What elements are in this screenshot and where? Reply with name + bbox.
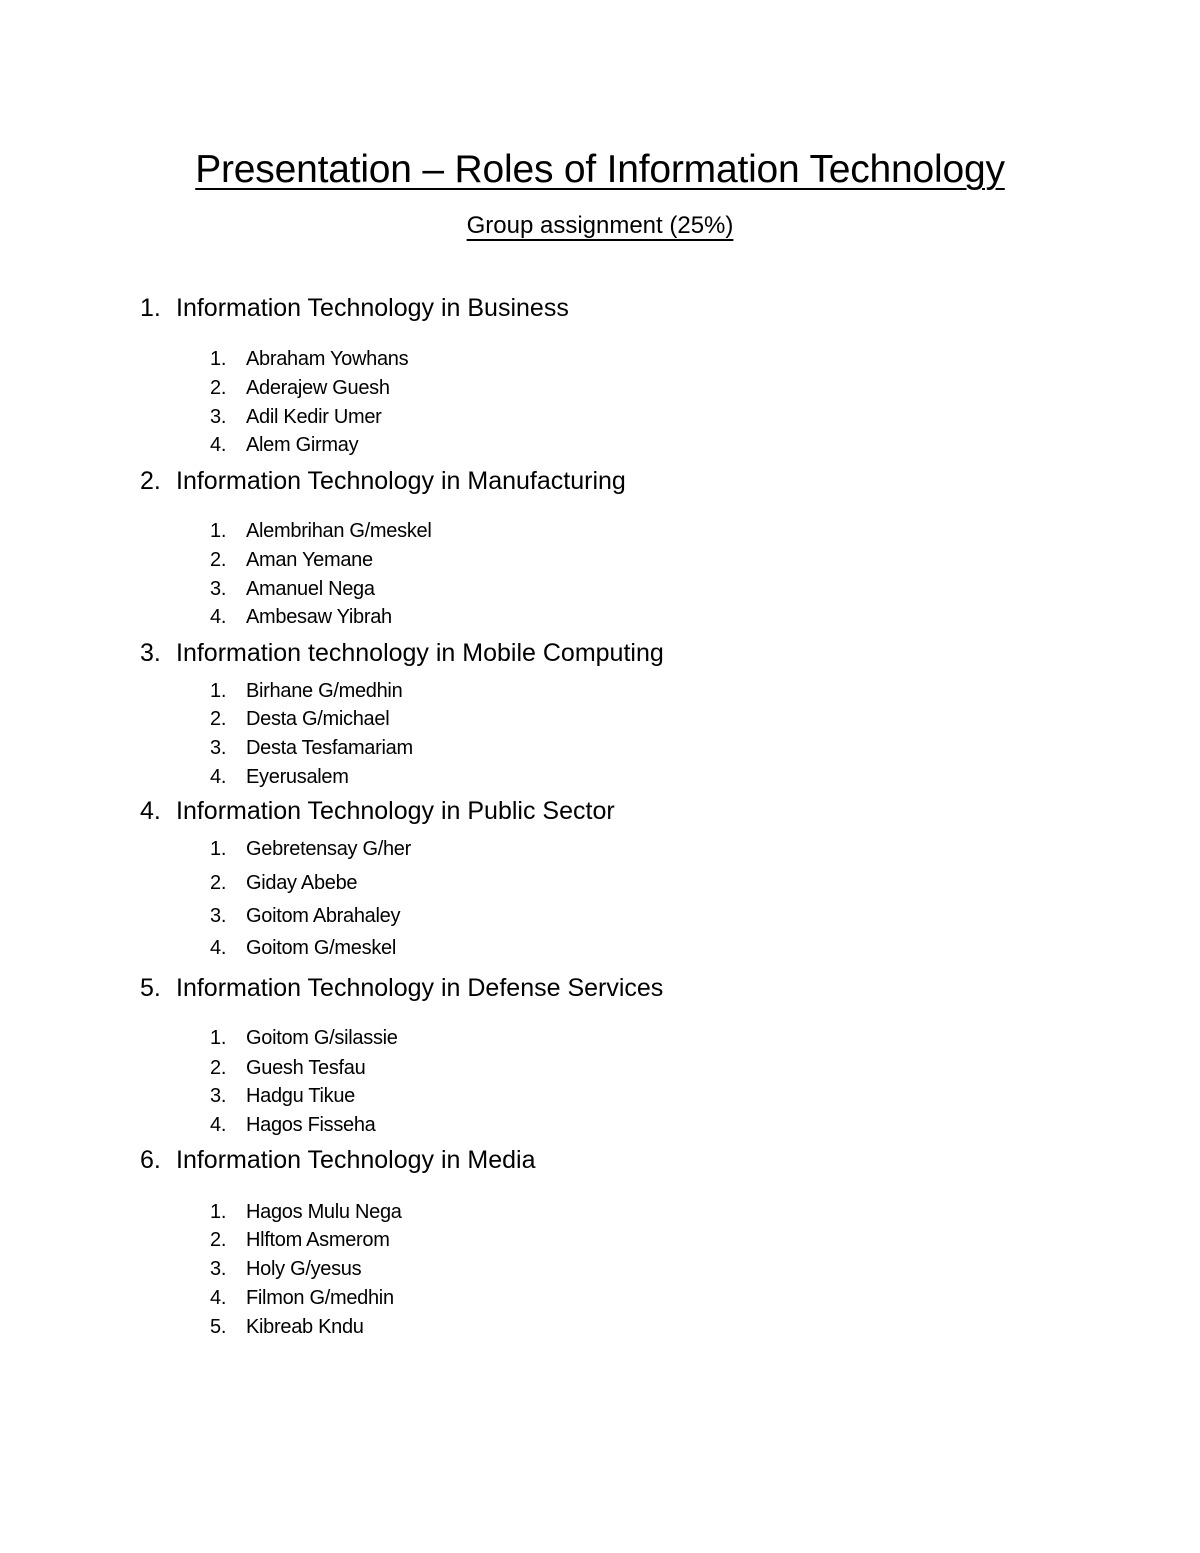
list-item: 2. Desta G/michael xyxy=(210,708,390,730)
topic-heading: 4. Information Technology in Public Sector xyxy=(140,797,615,825)
list-item: 3. Amanuel Nega xyxy=(210,578,375,600)
topic-heading: 6. Information Technology in Media xyxy=(140,1146,536,1174)
topic-heading: 2. Information Technology in Manufacturing xyxy=(140,467,626,495)
list-item: 2. Hlftom Asmerom xyxy=(210,1229,390,1251)
list-item: 1. Alembrihan G/meskel xyxy=(210,520,432,542)
list-item: 2. Aman Yemane xyxy=(210,549,373,571)
list-item: 3. Hadgu Tikue xyxy=(210,1085,355,1107)
list-item: 4. Eyerusalem xyxy=(210,766,349,788)
list-item: 1. Hagos Mulu Nega xyxy=(210,1201,402,1223)
topic-heading: 3. Information technology in Mobile Computing xyxy=(140,639,664,667)
list-item: 3. Goitom Abrahaley xyxy=(210,905,401,927)
document-title: Presentation – Roles of Information Technology xyxy=(195,148,1005,191)
list-item: 3. Holy G/yesus xyxy=(210,1258,362,1280)
topic-heading: 1. Information Technology in Business xyxy=(140,294,569,322)
list-item: 2. Giday Abebe xyxy=(210,872,358,894)
list-item: 4. Alem Girmay xyxy=(210,434,359,456)
list-item: 1. Birhane G/medhin xyxy=(210,680,403,702)
list-item: 3. Desta Tesfamariam xyxy=(210,737,413,759)
list-item: 2. Guesh Tesfau xyxy=(210,1057,366,1079)
list-item: 1. Gebretensay G/her xyxy=(210,838,411,860)
list-item: 2. Aderajew Guesh xyxy=(210,377,390,399)
list-item: 1. Goitom G/silassie xyxy=(210,1027,398,1049)
list-item: 4. Filmon G/medhin xyxy=(210,1287,394,1309)
list-item: 3. Adil Kedir Umer xyxy=(210,406,382,428)
list-item: 4. Goitom G/meskel xyxy=(210,937,396,959)
list-item: 4. Hagos Fisseha xyxy=(210,1114,376,1136)
document-subtitle: Group assignment (25%) xyxy=(466,212,734,239)
topic-heading: 5. Information Technology in Defense Services xyxy=(140,974,664,1002)
list-item: 1. Abraham Yowhans xyxy=(210,348,409,370)
list-item: 4. Ambesaw Yibrah xyxy=(210,606,392,628)
list-item: 5. Kibreab Kndu xyxy=(210,1316,364,1338)
